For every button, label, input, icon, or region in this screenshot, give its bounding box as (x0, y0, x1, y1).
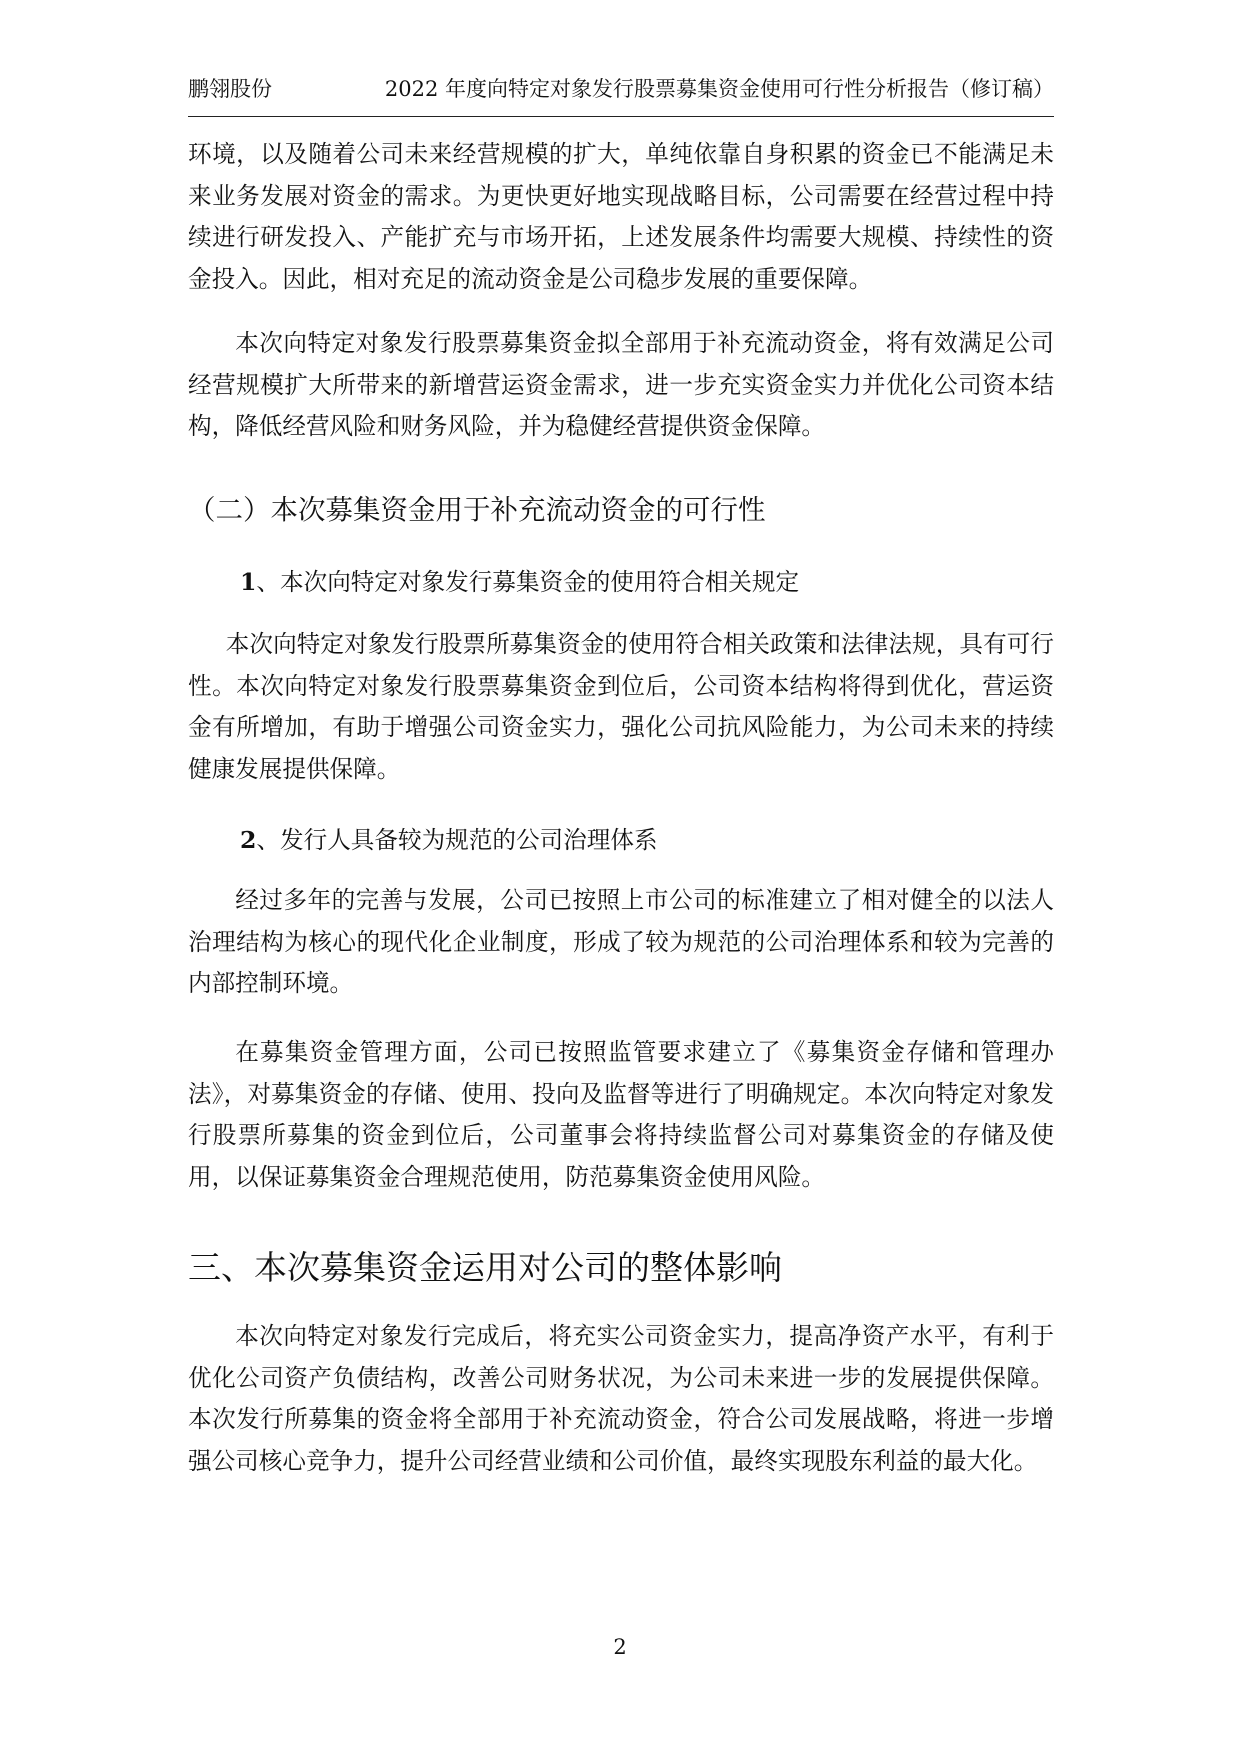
paragraph-continued: 环境，以及随着公司未来经营规模的扩大，单纯依靠自身积累的资金已不能满足未来业务发展对资金的需求。为更快更好地实现战略目标，公司需要在经营过程中持续进行研发投入、产能扩充与市场开拓，上述发展条件均需要大规模、持续性的资金投入。因此，相对充足的流动资金是公司稳步发展的重要保障。 (188, 140, 1054, 293)
page-header (188, 74, 1054, 117)
section-3-paragraph: 本次向特定对象发行完成后，将充实公司资金实力，提高净资产水平，有利于优化公司资产负债结构，改善公司财务状况，为公司未来进一步的发展提供保障。本次发行所募集的资金将全部用于补充流动资金，符合公司发展战略，将进一步增强公司核心竞争力，提升公司经营业绩和公司价值，最终实现股东利益的最大化。 (188, 1322, 1054, 1475)
item-1-title: 、本次向特定对象发行募集资金的使用符合相关规定 (256, 568, 800, 596)
item-1-heading (240, 562, 799, 602)
item-2-number: 2 (240, 826, 257, 854)
header-doc-title: 2022 年度向特定对象发行股票募集资金使用可行性分析报告（修订稿） (384, 77, 1054, 101)
header-company: 鹏翎股份 (188, 77, 272, 101)
item-2-paragraph-1: 经过多年的完善与发展，公司已按照上市公司的标准建立了相对健全的以法人治理结构为核心的现代化企业制度，形成了较为规范的公司治理体系和较为完善的内部控制环境。 (188, 886, 1054, 997)
paragraph-purpose: 本次向特定对象发行股票募集资金拟全部用于补充流动资金，将有效满足公司经营规模扩大所带来的新增营运资金需求，进一步充实资金实力并优化公司资本结构，降低经营风险和财务风险，并为稳健经营提供资金保障。 (188, 329, 1054, 440)
item-1-number: 1 (240, 568, 257, 596)
item-2-paragraph-2: 在募集资金管理方面，公司已按照监管要求建立了《募集资金存储和管理办法》，对募集资金的存储、使用、投向及监督等进行了明确规定。本次向特定对象发行股票所募集的资金到位后，公司董事会将持续监督公司对募集资金的存储及使用，以保证募集资金合理规范使用，防范募集资金使用风险。 (188, 1038, 1054, 1191)
section-2-heading: （二）本次募集资金用于补充流动资金的可行性 (188, 494, 766, 526)
item-2-heading (240, 820, 658, 860)
section-3-heading: 三、本次募集资金运用对公司的整体影响 (188, 1248, 782, 1287)
item-2-title: 、发行人具备较为规范的公司治理体系 (256, 826, 658, 854)
item-1-paragraph: 本次向特定对象发行股票所募集资金的使用符合相关政策和法律法规，具有可行性。本次向特定对象发行股票募集资金到位后，公司资本结构将得到优化，营运资金有所增加，有助于增强公司资金实力，强化公司抗风险能力，为公司未来的持续健康发展提供保障。 (188, 630, 1054, 783)
page-number: 2 (613, 1635, 627, 1659)
